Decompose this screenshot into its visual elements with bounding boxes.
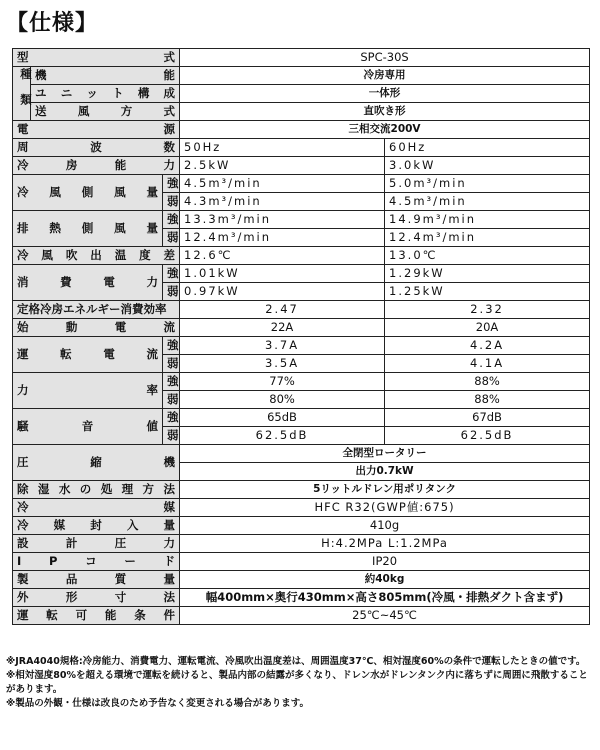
label-text xyxy=(17,481,175,498)
label-char: 構 xyxy=(137,86,150,100)
row-power-cons-strong xyxy=(13,265,590,283)
run-current-w60: 4.1A xyxy=(385,355,590,373)
label-char: 冷 xyxy=(17,248,29,262)
row-efficiency xyxy=(13,301,590,319)
label-char: 風 xyxy=(41,248,53,262)
power-factor-s50: 77% xyxy=(180,373,385,391)
noise-s60: 67dB xyxy=(385,409,590,427)
row-design-press xyxy=(13,535,590,553)
label-char: 力 xyxy=(146,275,158,289)
compressor-label xyxy=(13,445,180,481)
row-noise-strong xyxy=(13,409,590,427)
label-char: 音 xyxy=(81,419,94,433)
label-char: の xyxy=(79,482,92,496)
label-char: 量 xyxy=(146,221,158,235)
weight-value: 約40kg xyxy=(180,571,590,589)
label-char: 設 xyxy=(17,536,29,550)
label-char: 型 xyxy=(17,50,29,64)
footnote-1: ※JRA4040規格:冷房能力、消費電力、運転電流、冷風吹出温度差は、周囲温度37℃、相対湿度60%の条件で運転したときの値です。 xyxy=(6,656,586,667)
row-exhaust-air-strong xyxy=(13,211,590,229)
row-unit-config xyxy=(13,85,590,103)
label-text xyxy=(17,274,158,291)
row-dimensions xyxy=(13,589,590,607)
label-char: 入 xyxy=(126,518,139,532)
label-char: 水 xyxy=(58,482,71,496)
label-char: 風 xyxy=(77,104,90,118)
row-cool-air-strong xyxy=(13,175,590,193)
blow-type-value: 直吹き形 xyxy=(180,103,590,121)
label-char: 源 xyxy=(163,122,176,136)
label-char: 風 xyxy=(114,185,126,199)
label-char: 媒 xyxy=(163,500,176,514)
label-char: 波 xyxy=(90,140,102,154)
power-factor-w50: 80% xyxy=(180,391,385,409)
cool-air-s50: 4.5m³/min xyxy=(180,175,385,193)
label-char: 冷 xyxy=(17,158,29,172)
label-text xyxy=(35,85,175,102)
operating-label xyxy=(13,607,180,625)
model-value: SPC-30S xyxy=(180,49,590,67)
label-char: 方 xyxy=(120,104,133,118)
row-dehumid xyxy=(13,481,590,499)
row-cooling-cap xyxy=(13,157,590,175)
cool-air-weak: 弱 xyxy=(163,193,180,211)
label-char: 質 xyxy=(114,572,127,586)
cool-air-label xyxy=(13,175,163,211)
exhaust-air-w50: 12.4m³/min xyxy=(180,229,385,247)
unit-config-label xyxy=(31,85,180,103)
label-text xyxy=(17,139,175,156)
dehumid-label xyxy=(13,481,180,499)
label-char: 房 xyxy=(65,158,78,172)
cooling-cap-label xyxy=(13,157,180,175)
refrigerant-value: HFC R32(GWP値:675) xyxy=(180,499,590,517)
label-char: 能 xyxy=(114,158,127,172)
ip-code-label xyxy=(13,553,180,571)
label-char: 側 xyxy=(81,221,94,235)
label-char: 式 xyxy=(163,104,176,118)
label-char: ニ xyxy=(60,86,73,100)
label-char: ユ xyxy=(35,86,47,100)
power-cons-w60: 1.25kW xyxy=(385,283,590,301)
label-char: 式 xyxy=(163,50,176,64)
label-text xyxy=(17,454,175,471)
label-char: 寸 xyxy=(114,590,127,604)
spec-table xyxy=(12,48,590,625)
label-char: 処 xyxy=(100,482,113,496)
temp-diff-50: 12.6℃ xyxy=(180,247,385,265)
cool-air-strong: 強 xyxy=(163,175,180,193)
label-text xyxy=(35,103,175,120)
footnote-2: ※相対湿度80%を超える環境で運転を続けると、製品内部の結露が多くなり、ドレン水がドレンタンク内に落ちずに周囲に飛散することがあります。 xyxy=(6,670,588,695)
label-char: 熱 xyxy=(49,221,61,235)
label-char: 電 xyxy=(17,122,29,136)
power-factor-w60: 88% xyxy=(385,391,590,409)
power-factor-s60: 88% xyxy=(385,373,590,391)
label-char: 湿 xyxy=(37,482,50,496)
label-char: 温 xyxy=(114,248,127,262)
footnotes xyxy=(6,655,594,711)
label-char: 始 xyxy=(17,320,29,334)
compressor-output: 出力0.7kW xyxy=(180,463,590,481)
label-char: 方 xyxy=(142,482,155,496)
label-char: 電 xyxy=(103,347,115,361)
label-char: 吹 xyxy=(65,248,78,262)
label-text xyxy=(17,571,175,588)
label-text xyxy=(17,157,175,174)
frequency-60: 60Hz xyxy=(385,139,590,157)
row-run-current-strong xyxy=(13,337,590,355)
label-char: 率 xyxy=(146,383,158,397)
label-text xyxy=(35,67,175,84)
label-char: 周 xyxy=(17,140,29,154)
label-char: 出 xyxy=(90,248,102,262)
label-char: 冷 xyxy=(17,500,29,514)
page-title: 【仕様】 xyxy=(6,11,99,36)
label-char: 冷 xyxy=(17,518,29,532)
exhaust-air-label xyxy=(13,211,163,247)
label-text xyxy=(17,535,175,552)
row-compressor-1 xyxy=(13,445,590,463)
row-ip-code xyxy=(13,553,590,571)
unit-config-value: 一体形 xyxy=(180,85,590,103)
label-char: 理 xyxy=(121,482,134,496)
frequency-50: 50Hz xyxy=(180,139,385,157)
power-cons-label xyxy=(13,265,163,301)
label-char: ド xyxy=(163,554,176,568)
ip-code-value: IP20 xyxy=(180,553,590,571)
dimensions-value: 幅400mm×奥行430mm×高さ805mm(冷風・排熱ダクト含まず) xyxy=(180,589,590,607)
noise-label xyxy=(13,409,163,445)
label-text: 定格冷房エネルギー消費効率 xyxy=(17,302,167,316)
run-current-w50: 3.5A xyxy=(180,355,385,373)
label-char: 差 xyxy=(163,248,176,262)
label-char: 媒 xyxy=(53,518,66,532)
row-frequency xyxy=(13,139,590,157)
label-char: 風 xyxy=(49,185,61,199)
row-model xyxy=(13,49,590,67)
ref-amount-label xyxy=(13,517,180,535)
temp-diff-label xyxy=(13,247,180,265)
run-current-s50: 3.7A xyxy=(180,337,385,355)
noise-strong: 強 xyxy=(163,409,180,427)
noise-w60: 62.5dB xyxy=(385,427,590,445)
label-text xyxy=(17,319,175,336)
dimensions-label xyxy=(13,589,180,607)
model-label xyxy=(13,49,180,67)
ref-amount-value: 410g xyxy=(180,517,590,535)
label-char: ー xyxy=(124,554,136,568)
label-char: P xyxy=(48,554,58,568)
power-factor-strong: 強 xyxy=(163,373,180,391)
label-char: 運 xyxy=(17,608,29,622)
label-char: 成 xyxy=(163,86,176,100)
label-char: 能 xyxy=(104,608,117,622)
label-char: 力 xyxy=(163,158,176,172)
label-char: 圧 xyxy=(17,455,29,469)
compressor-type: 全閉型ロータリー xyxy=(180,445,590,463)
label-char: 消 xyxy=(17,275,29,289)
function-label xyxy=(31,67,180,85)
efficiency-label xyxy=(13,301,180,319)
power-cons-s50: 1.01kW xyxy=(180,265,385,283)
exhaust-air-s60: 14.9m³/min xyxy=(385,211,590,229)
exhaust-air-strong: 強 xyxy=(163,211,180,229)
label-char: 縮 xyxy=(90,455,102,469)
label-text xyxy=(17,49,175,66)
label-text xyxy=(17,220,158,237)
label-text xyxy=(17,382,158,399)
start-current-label xyxy=(13,319,180,337)
noise-w50: 62.5dB xyxy=(180,427,385,445)
label-char: 側 xyxy=(81,185,94,199)
label-char: 量 xyxy=(163,572,176,586)
label-char: 品 xyxy=(65,572,78,586)
cool-air-w60: 4.5m³/min xyxy=(385,193,590,211)
label-char: 転 xyxy=(46,608,58,622)
run-current-label xyxy=(13,337,163,373)
label-char: 力 xyxy=(17,383,29,397)
label-char: 力 xyxy=(163,536,176,550)
power-supply-value: 三相交流200V xyxy=(180,121,590,139)
row-blow-type xyxy=(13,103,590,121)
row-power-factor-strong xyxy=(13,373,590,391)
label-char: 条 xyxy=(134,608,146,622)
row-function xyxy=(13,67,590,85)
dehumid-value: 5リットルドレン用ポリタンク xyxy=(180,481,590,499)
label-char: 流 xyxy=(163,320,176,334)
temp-diff-60: 13.0℃ xyxy=(385,247,590,265)
exhaust-air-s50: 13.3m³/min xyxy=(180,211,385,229)
label-text xyxy=(17,346,158,363)
exhaust-air-w60: 12.4m³/min xyxy=(385,229,590,247)
refrigerant-label xyxy=(13,499,180,517)
start-current-50: 22A xyxy=(180,319,385,337)
label-char: 量 xyxy=(146,185,158,199)
cooling-cap-60: 3.0kW xyxy=(385,157,590,175)
row-start-current xyxy=(13,319,590,337)
label-char: 電 xyxy=(103,275,115,289)
cooling-cap-50: 2.5kW xyxy=(180,157,385,175)
label-char: 外 xyxy=(17,590,29,604)
run-current-weak: 弱 xyxy=(163,355,180,373)
run-current-s60: 4.2A xyxy=(385,337,590,355)
label-char: ト xyxy=(112,86,124,100)
label-char: 冷 xyxy=(17,185,29,199)
label-text xyxy=(17,184,158,201)
design-press-value: H:4.2MPa L:1.2MPa xyxy=(180,535,590,553)
row-power-supply xyxy=(13,121,590,139)
label-text xyxy=(17,517,175,534)
power-factor-weak: 弱 xyxy=(163,391,180,409)
label-char: 機 xyxy=(163,455,176,469)
kind-side-label xyxy=(13,67,31,121)
label-char: 値 xyxy=(146,419,158,433)
label-char: 除 xyxy=(17,482,29,496)
efficiency-50: 2.47 xyxy=(180,301,385,319)
footnote-3: ※製品の外観・仕様は改良のため予告なく変更される場合があります。 xyxy=(6,698,309,709)
label-text xyxy=(17,589,175,606)
label-char: 動 xyxy=(65,320,78,334)
frequency-label xyxy=(13,139,180,157)
design-press-label xyxy=(13,535,180,553)
label-char: 法 xyxy=(163,590,176,604)
function-value: 冷房専用 xyxy=(180,67,590,85)
label-char: 数 xyxy=(163,140,176,154)
label-text xyxy=(17,247,175,264)
label-text xyxy=(17,499,175,516)
label-text xyxy=(17,121,175,138)
label-char: コ xyxy=(85,554,97,568)
operating-value: 25℃~45℃ xyxy=(180,607,590,625)
run-current-strong: 強 xyxy=(163,337,180,355)
label-text xyxy=(17,607,175,624)
label-text xyxy=(17,418,158,435)
power-cons-s60: 1.29kW xyxy=(385,265,590,283)
label-char: 量 xyxy=(163,518,175,532)
label-char: 送 xyxy=(35,104,47,118)
label-char: 封 xyxy=(90,518,102,532)
start-current-60: 20A xyxy=(385,319,590,337)
power-factor-label xyxy=(13,373,163,409)
label-char: 流 xyxy=(146,347,158,361)
label-char: 製 xyxy=(17,572,29,586)
efficiency-60: 2.32 xyxy=(385,301,590,319)
label-char: 圧 xyxy=(114,536,127,550)
row-ref-amount xyxy=(13,517,590,535)
kind-side-text: 種類 xyxy=(19,68,33,119)
noise-s50: 65dB xyxy=(180,409,385,427)
power-supply-label xyxy=(13,121,180,139)
label-char: 可 xyxy=(75,608,88,622)
cool-air-s60: 5.0m³/min xyxy=(385,175,590,193)
row-temp-diff xyxy=(13,247,590,265)
label-char: 風 xyxy=(114,221,126,235)
row-weight xyxy=(13,571,590,589)
label-char: 法 xyxy=(163,482,175,496)
label-char: 件 xyxy=(163,608,175,622)
label-char: ッ xyxy=(86,86,98,100)
exhaust-air-weak: 弱 xyxy=(163,229,180,247)
label-char: 度 xyxy=(139,248,151,262)
weight-label xyxy=(13,571,180,589)
label-char: 計 xyxy=(65,536,78,550)
label-char: 運 xyxy=(17,347,29,361)
label-char: 形 xyxy=(65,590,78,604)
power-cons-strong: 強 xyxy=(163,265,180,283)
row-refrigerant xyxy=(13,499,590,517)
label-char: 電 xyxy=(114,320,127,334)
power-cons-weak: 弱 xyxy=(163,283,180,301)
label-char: 機 xyxy=(35,68,47,82)
row-operating xyxy=(13,607,590,625)
noise-weak: 弱 xyxy=(163,427,180,445)
cool-air-w50: 4.3m³/min xyxy=(180,193,385,211)
label-char: 能 xyxy=(163,68,176,82)
label-text xyxy=(17,553,175,570)
label-char: 転 xyxy=(60,347,72,361)
power-cons-w50: 0.97kW xyxy=(180,283,385,301)
label-char: 費 xyxy=(60,275,72,289)
label-char: 騒 xyxy=(17,419,29,433)
label-char: 排 xyxy=(17,221,29,235)
blow-type-label xyxy=(31,103,180,121)
label-char: I xyxy=(17,554,22,568)
